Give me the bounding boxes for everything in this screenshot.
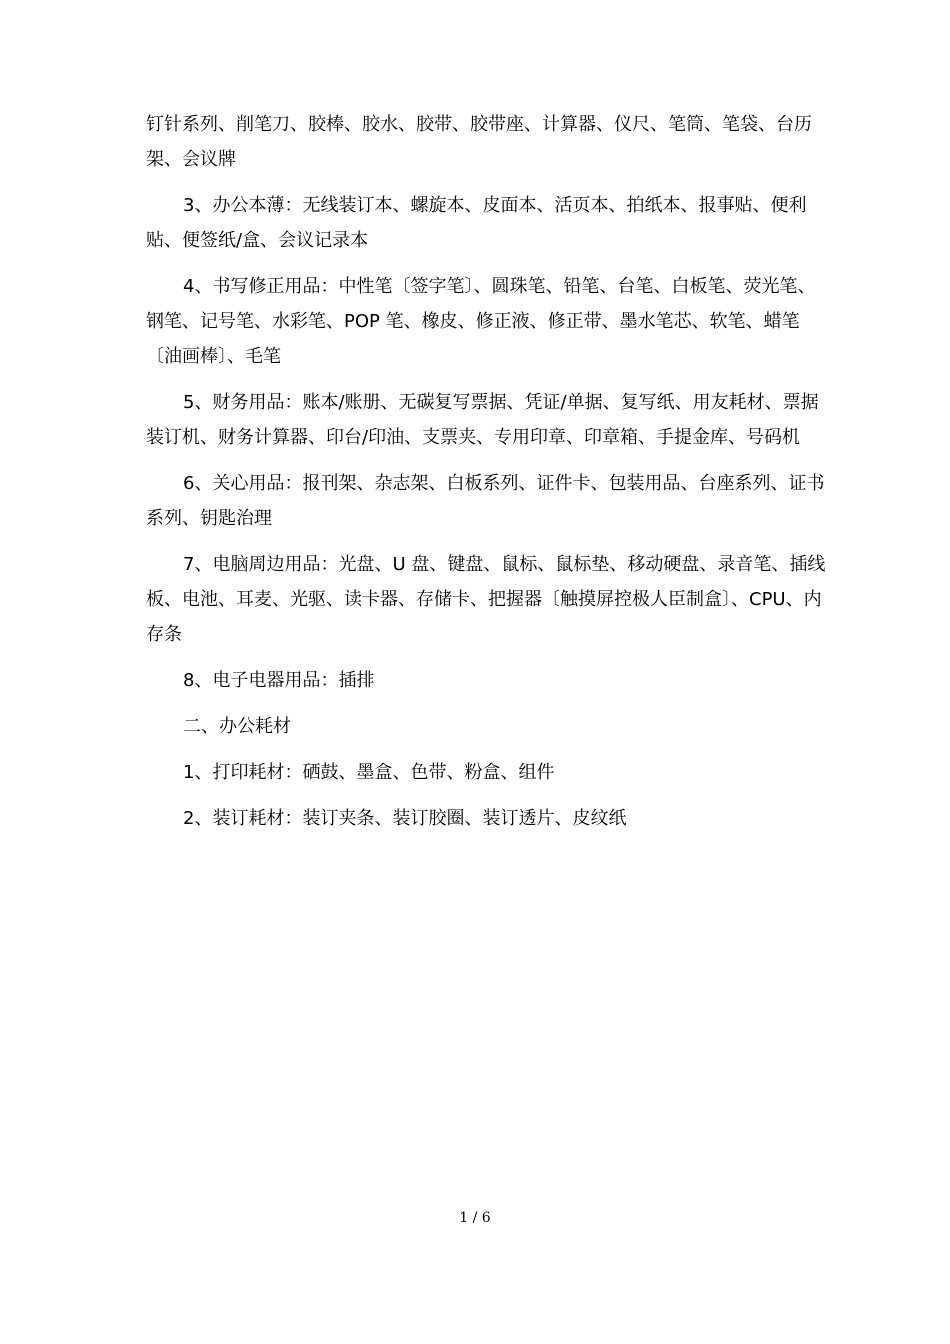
- paragraph-printing-consumables: 1、打印耗材：硒鼓、墨盒、色带、粉盒、组件: [183, 762, 555, 783]
- paragraph-office-notebooks: 3、办公本薄：无线装订本、螺旋本、皮面本、活页本、拍纸本、报事贴、便利贴、便签纸/盒、会议记录本: [146, 195, 807, 251]
- section-heading-office-consumables: 二、办公耗材: [183, 716, 291, 737]
- paragraph-computer-peripherals: 7、电脑周边用品：光盘、U 盘、键盘、鼠标、鼠标垫、移动硬盘、录音笔、插线板、电池、耳麦、光驱、读卡器、存储卡、把握器〔触摸屏控极人臣制盒〕、CPU、内存条: [146, 554, 826, 645]
- paragraph-stationery-continued: 钉针系列、削笔刀、胶棒、胶水、胶带、胶带座、计算器、仪尺、笔筒、笔袋、台历架、会议牌: [146, 114, 812, 170]
- document-body: [146, 107, 826, 847]
- page-number: 1 / 6: [459, 1210, 491, 1226]
- paragraph-electrical-supplies: 8、电子电器用品：插排: [183, 670, 375, 691]
- paragraph-binding-consumables: 2、装订耗材：装订夹条、装订胶圈、装订透片、皮纹纸: [183, 808, 627, 829]
- paragraph-writing-correction-supplies: 4、书写修正用品：中性笔〔签字笔〕、圆珠笔、铅笔、台笔、白板笔、荧光笔、钢笔、记号笔、水彩笔、POP 笔、橡皮、修正液、修正带、墨水笔芯、软笔、蜡笔〔油画棒〕、毛笔: [146, 276, 816, 367]
- paragraph-care-supplies: 6、关心用品：报刊架、杂志架、白板系列、证件卡、包装用品、台座系列、证书系列、钥匙治理: [146, 473, 825, 529]
- paragraph-finance-supplies: 5、财务用品：账本/账册、无碳复写票据、凭证/单据、复写纸、用友耗材、票据装订机、财务计算器、印台/印油、支票夹、专用印章、印章箱、手提金库、号码机: [146, 392, 819, 448]
